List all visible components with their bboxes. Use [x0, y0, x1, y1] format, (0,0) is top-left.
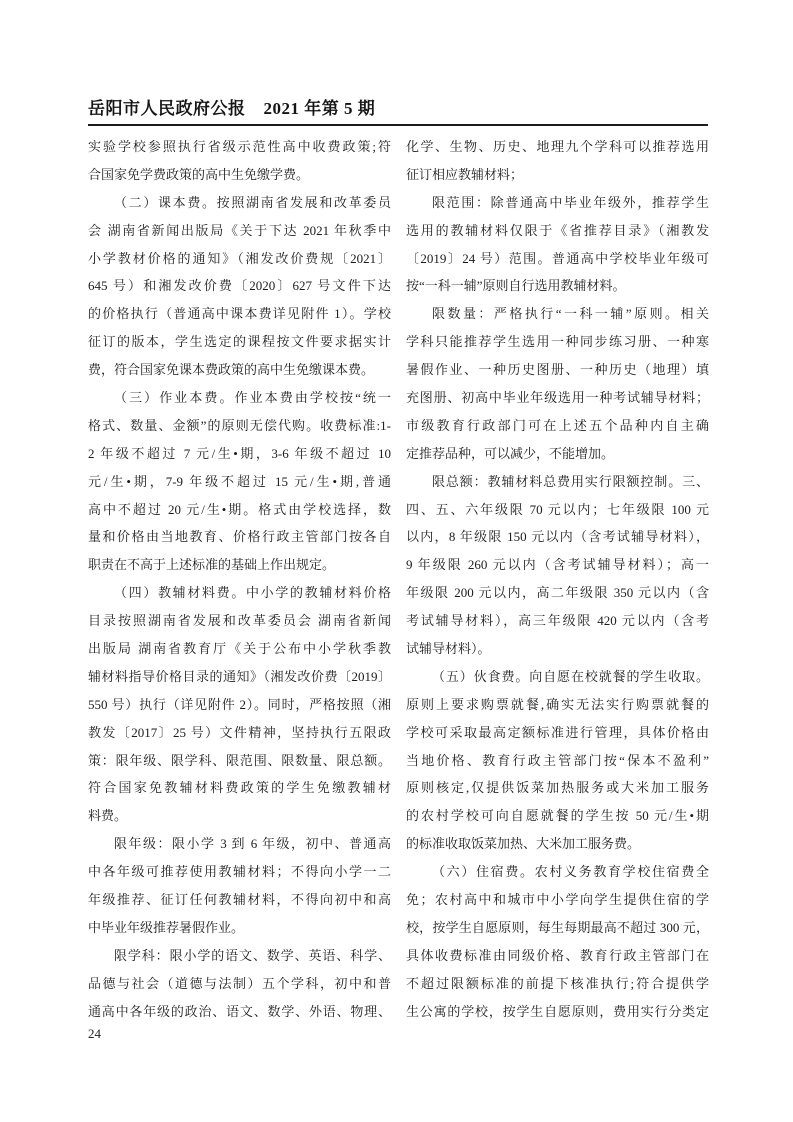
text-line: 中各年级可推荐使用教辅材料；不得向小学一二 [88, 864, 391, 880]
text-line: 〔2019〕24 号）范围。普通高中学校毕业年级可 [406, 250, 709, 266]
text-line: 生公寓的学校，按学生自愿原则，费用实行分类定 [406, 1003, 709, 1019]
text-line: 学校可采取最高定额标准进行管理，具体价格由 [406, 724, 709, 740]
text-line: 品德与社会（道德与法制）五个学科，初中和普 [88, 975, 391, 991]
text-line: 限年级：限小学 3 到 6 年级，初中、普通高 [114, 836, 391, 852]
text-line: 选用的教辅材料仅限于《省推荐目录》（湘教发 [406, 222, 709, 238]
text-line: 出版局 湖南省教育厅《关于公布中小学秋季教 [88, 641, 391, 657]
text-line: 限学科：限小学的语文、数学、英语、科学、 [114, 947, 391, 963]
text-line: 充图册、初高中毕业年级选用一种考试辅导材料； [406, 390, 709, 406]
text-line: 实验学校参照执行省级示范性高中收费政策;符 [88, 139, 391, 154]
text-line: 学科只能推荐学生选用一种同步练习册、一种寒 [406, 334, 709, 350]
text-line: 四、五、六年级限 70 元以内；七年级限 100 元 [406, 501, 709, 517]
text-line: 限数量：严格执行“一科一辅”原则。相关 [432, 306, 709, 322]
text-line: 的标准收取饭菜加热、大米加工服务费。 [406, 836, 641, 852]
text-line: 征订相应教辅材料； [406, 166, 524, 182]
text-line: 市级教育行政部门可在上述五个品种内自主确 [406, 417, 709, 433]
text-line: 645 号）和湘发改价费〔2020〕627 号文件下达 [88, 278, 391, 294]
text-line: 合国家免学费政策的高中生免缴学费。 [88, 166, 310, 182]
text-line: 的农村学校可向自愿就餐的学生按 50 元/生•期 [406, 808, 709, 824]
left-column [88, 133, 391, 1026]
page-number: 24 [88, 1026, 101, 1041]
issue-label: 2021 年第 5 期 [263, 99, 376, 118]
page-header [88, 94, 708, 119]
right-column [406, 133, 709, 1026]
text-line: 年级限 200 元以内，高二年级限 350 元以内（含 [406, 585, 709, 601]
text-line: 原则上要求购票就餐,确实无法实行购票就餐的 [406, 696, 709, 712]
text-line: 当地价格、教育行政主管部门按“保本不盈利” [406, 752, 709, 768]
text-line: 化学、生物、历史、地理九个学科可以推荐选用 [406, 139, 709, 154]
text-line: 具体收费标准由同级价格、教育行政主管部门在 [406, 947, 709, 963]
text-line: 2 年级不超过 7 元/生•期，3-6 年级不超过 10 [88, 445, 391, 461]
text-line: 9 年级限 260 元以内（含考试辅导材料）；高一 [406, 557, 709, 573]
header-rule [88, 124, 708, 126]
text-line: 料费。 [88, 808, 128, 824]
text-line: 按“一科一辅”原则自行选用教辅材料。 [406, 278, 626, 294]
text-line: 校，按学生自愿原则，每生每期最高不超过 300 元， [406, 919, 709, 935]
text-line: 的价格执行（普通高中课本费详见附件 1）。学校 [88, 306, 391, 322]
text-line: （六）住宿费。农村义务教育学校住宿费全 [432, 864, 709, 880]
text-line: 符合国家免教辅材料费政策的学生免缴教辅材 [88, 780, 391, 796]
gazette-title: 岳阳市人民政府公报 [88, 99, 246, 118]
text-line: 元/生•期，7-9 年级不超过 15 元/生•期,普通 [88, 473, 391, 489]
text-line: （四）教辅材料费。中小学的教辅材料价格 [114, 585, 391, 601]
text-line: 征订的版本，学生选定的课程按文件要求据实计 [88, 334, 391, 350]
text-line: （二）课本费。按照湖南省发展和改革委员 [114, 194, 391, 210]
text-line: 限范围：除普通高中毕业年级外，推荐学生 [432, 194, 709, 210]
text-line: 格式、数量、金额”的原则无偿代购。收费标准:1- [88, 417, 391, 433]
text-line: 限总额：教辅材料总费用实行限额控制。三、 [432, 473, 709, 489]
text-line: 通高中各年级的政治、语文、数学、外语、物理、 [88, 1003, 391, 1019]
text-line: （三）作业本费。作业本费由学校按“统一 [114, 390, 391, 406]
text-line: 小学教材价格的通知》（湘发改价费规〔2021〕 [88, 250, 391, 266]
text-line: 以内，8 年级限 150 元以内（含考试辅导材料）， [406, 529, 709, 545]
text-line: （五）伙食费。向自愿在校就餐的学生收取。 [432, 668, 709, 684]
text-line: 中毕业年级推荐暑假作业。 [88, 919, 245, 935]
text-line: 高中不超过 20 元/生•期。格式由学校选择，数 [88, 501, 391, 517]
text-line: 教发〔2017〕25 号）文件精神，坚持执行五限政 [88, 724, 391, 740]
text-line: 职责在不高于上述标准的基础上作出规定。 [88, 557, 336, 573]
text-line: 定推荐品种，可以减少，不能增加。 [406, 445, 615, 461]
text-line: 费，符合国家免课本费政策的高中生免缴课本费。 [88, 362, 375, 378]
text-line: 免；农村高中和城市中小学向学生提供住宿的学 [406, 892, 709, 908]
text-line: 策：限年级、限学科、限范围、限数量、限总额。 [88, 752, 391, 768]
text-line: 年级推荐、征订任何教辅材料，不得向初中和高 [88, 892, 391, 908]
text-line: 550 号）执行（详见附件 2）。同时，严格按照（湘 [88, 696, 391, 712]
text-line: 原则核定,仅提供饭菜加热服务或大米加工服务 [406, 780, 709, 796]
text-line: 暑假作业、一种历史图册、一种历史（地理）填 [406, 362, 709, 378]
text-line: 量和价格由当地教育、价格行政主管部门按各自 [88, 529, 391, 545]
text-line: 会 湖南省新闻出版局《关于下达 2021 年秋季中 [88, 222, 391, 238]
text-line: 考试辅导材料），高三年级限 420 元以内（含考 [406, 613, 709, 629]
text-line: 目录按照湖南省发展和改革委员会 湖南省新闻 [88, 613, 391, 629]
text-line: 辅材料指导价格目录的通知》（湘发改价费〔2019〕 [88, 668, 391, 684]
text-line: 不超过限额标准的前提下核准执行;符合提供学 [406, 975, 709, 991]
text-line: 试辅导材料）。 [406, 641, 491, 657]
